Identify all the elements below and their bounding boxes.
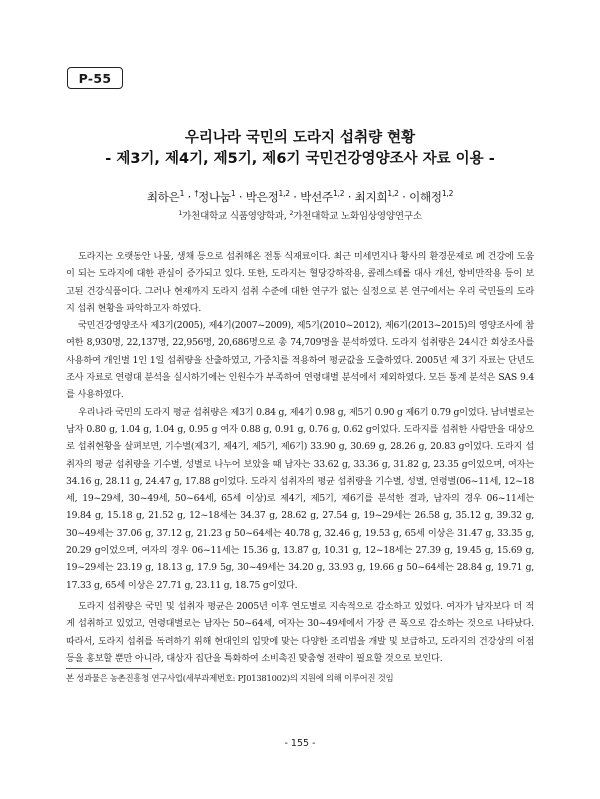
author: †정나눔$^1$ · xyxy=(194,189,246,204)
title-line-2: - 제3기, 제4기, 제5기, 제6기 국민건강영양조사 자료 이용 - xyxy=(105,151,495,167)
author: 최하은$^1$ · xyxy=(146,189,195,204)
paragraph-conclusion: 도라지 섭취량은 국민 및 섭취자 평균은 2005년 이후 연도별로 지속적으로 감소하고 있었다. 여자가 남자보다 더 적게 섭취하고 있었고, 연령대별로는 남자는 50~64세, 여자는 30~49세에서 가장 큰 폭으로 감소하는 것으로 나타났다. 따라서, 도라지 섭취를 독려하기 위해 현대인의 입맛에 맞는 다양한 조리법을 개발 및 보급하고, 도라지의 건강상의 이점 등을 홍보할 뿐만 아니라, 대상자 집단을 특화하여 소비촉진 맞춤형 전략이 필요할 것으로 보인다. xyxy=(66,600,534,664)
author: 박선주$^{1,2}$ · xyxy=(300,189,355,204)
affiliations: $^1$가천대학교 식품영양학과, $^2$가천대학교 노화임상영양연구소 xyxy=(178,208,422,222)
author: 박은정$^{1,2}$ · xyxy=(245,189,301,204)
poster-number-badge: P-55 xyxy=(67,67,123,89)
author-list xyxy=(40,189,560,205)
paragraph-results: 우리나라 국민의 도라지 평균 섭취량은 제3기 0.84 g, 제4기 0.98 g, 제5기 0.90 g 제6기 0.79 g이었다. 남녀별로는 남자 0.80 g, 1.04 g, 1.04 g, 0.95 g 여자 0.88 g, 0.91 g, 0.76 g, 0.62 g이었다. 도라지를 섭취한 사람만을 대상으로 섭취현황을 살펴보면, 기수별(제3기, 제4기, 제5기, 제6기) 33.90 g, 30.69 g, 28.26 g, 20.83 g이었다. 도라지 섭취자의 평균 섭취량을 기수별, 성별로 나누어 보았을 때 남자는 33.62 g, 33.36 g, 31.82 g, 23.35 g이었으며, 여자는 34.16 g, 28.11 g, 24.47 g, 17.88 g이었다. 도라지 섭취자의 평균 섭취량을 기수별, 성별, 연령별(06~11세, 12~18세, 19~29세, 30~49세, 50~64세, 65세 이상)로 제4기, 제5기, 제6기를 분석한 결과, 남자의 경우 06~11세는 19.84 g, 15.18 g, 21.52 g, 12~18세는 34.37 g, 28.62 g, 27.54 g, 19~29세는 26.58 g, 35.12 g, 39.32 g, 30~49세는 37.06 g, 37.12 g, 21.23 g 50~64세는 40.78 g, 32.46 g, 19.53 g, 65세 이상은 31.47 g, 33.35 g, 20.29 g이었으며, 여자의 경우 06~11세는 15.36 g, 13.87 g, 10.31 g, 12~18세는 27.39 g, 19.45 g, 15.69 g, 19~29세는 23.19 g, 18.13 g, 17.9 5g, 30~49세는 34.20 g, 33.93 g, 19.66 g 50~64세는 28.84 g, 19.71 g, 17.33 g, 65세 이상은 27.71 g, 23.11 g, 18.75 g이었다. xyxy=(66,406,534,591)
footnote-divider xyxy=(66,668,152,669)
paper-title xyxy=(40,128,560,170)
paragraph-methods: 국민건강영양조사 제3기(2005), 제4기(2007~2009), 제5기(2010~2012), 제6기(2013~2015)의 영양조사에 참여한 8,930명, 22,137명, 22,956명, 20,686명으로 총 74,709명을 분석하였다. 도라지 섭취량은 24시간 회상조사를 사용하여 개인별 1인 1일 섭취량을 산출하였고, 가중치를 적용하여 평균값을 도출하였다. 2005년 제 3기 자료는 단년도 조사 자료로 연령대 분석을 실시하기에는 인원수가 부족하여 연령대별 분석에서 제외하였다. 모든 통계 분석은 SAS 9.4를 사용하였다. xyxy=(66,320,534,401)
funding-footnote: 본 성과물은 농촌진흥청 연구사업(세부과제번호: PJ01381002)의 지원에 의해 이루어진 것임 xyxy=(66,673,394,683)
paragraph-intro: 도라지는 오랫동안 나물, 생채 등으로 섭취해온 전통 식재료이다. 최근 미세먼지나 황사의 환경문제로 폐 건강에 도움이 되는 도라지에 대한 관심이 증가되고 있다. 또한, 도라지는 혈당강하작용, 콜레스테롤 대사 개선, 항비만작용 등이 보고된 건강식품이다. 그러나 현재까지 도라지 섭취 수준에 대한 연구가 없는 실정으로 본 연구에서는 우리 국민들의 도라지 섭취 현황을 파악하고자 하였다. xyxy=(66,251,534,314)
page-number: - 155 - xyxy=(284,738,316,749)
abstract-body xyxy=(66,248,534,667)
author: 최지희$^{1,2}$ · xyxy=(354,189,410,204)
author: 이해정$^{1,2}$ xyxy=(409,189,454,204)
title-line-1: 우리나라 국민의 도라지 섭취량 현황 xyxy=(184,130,416,146)
